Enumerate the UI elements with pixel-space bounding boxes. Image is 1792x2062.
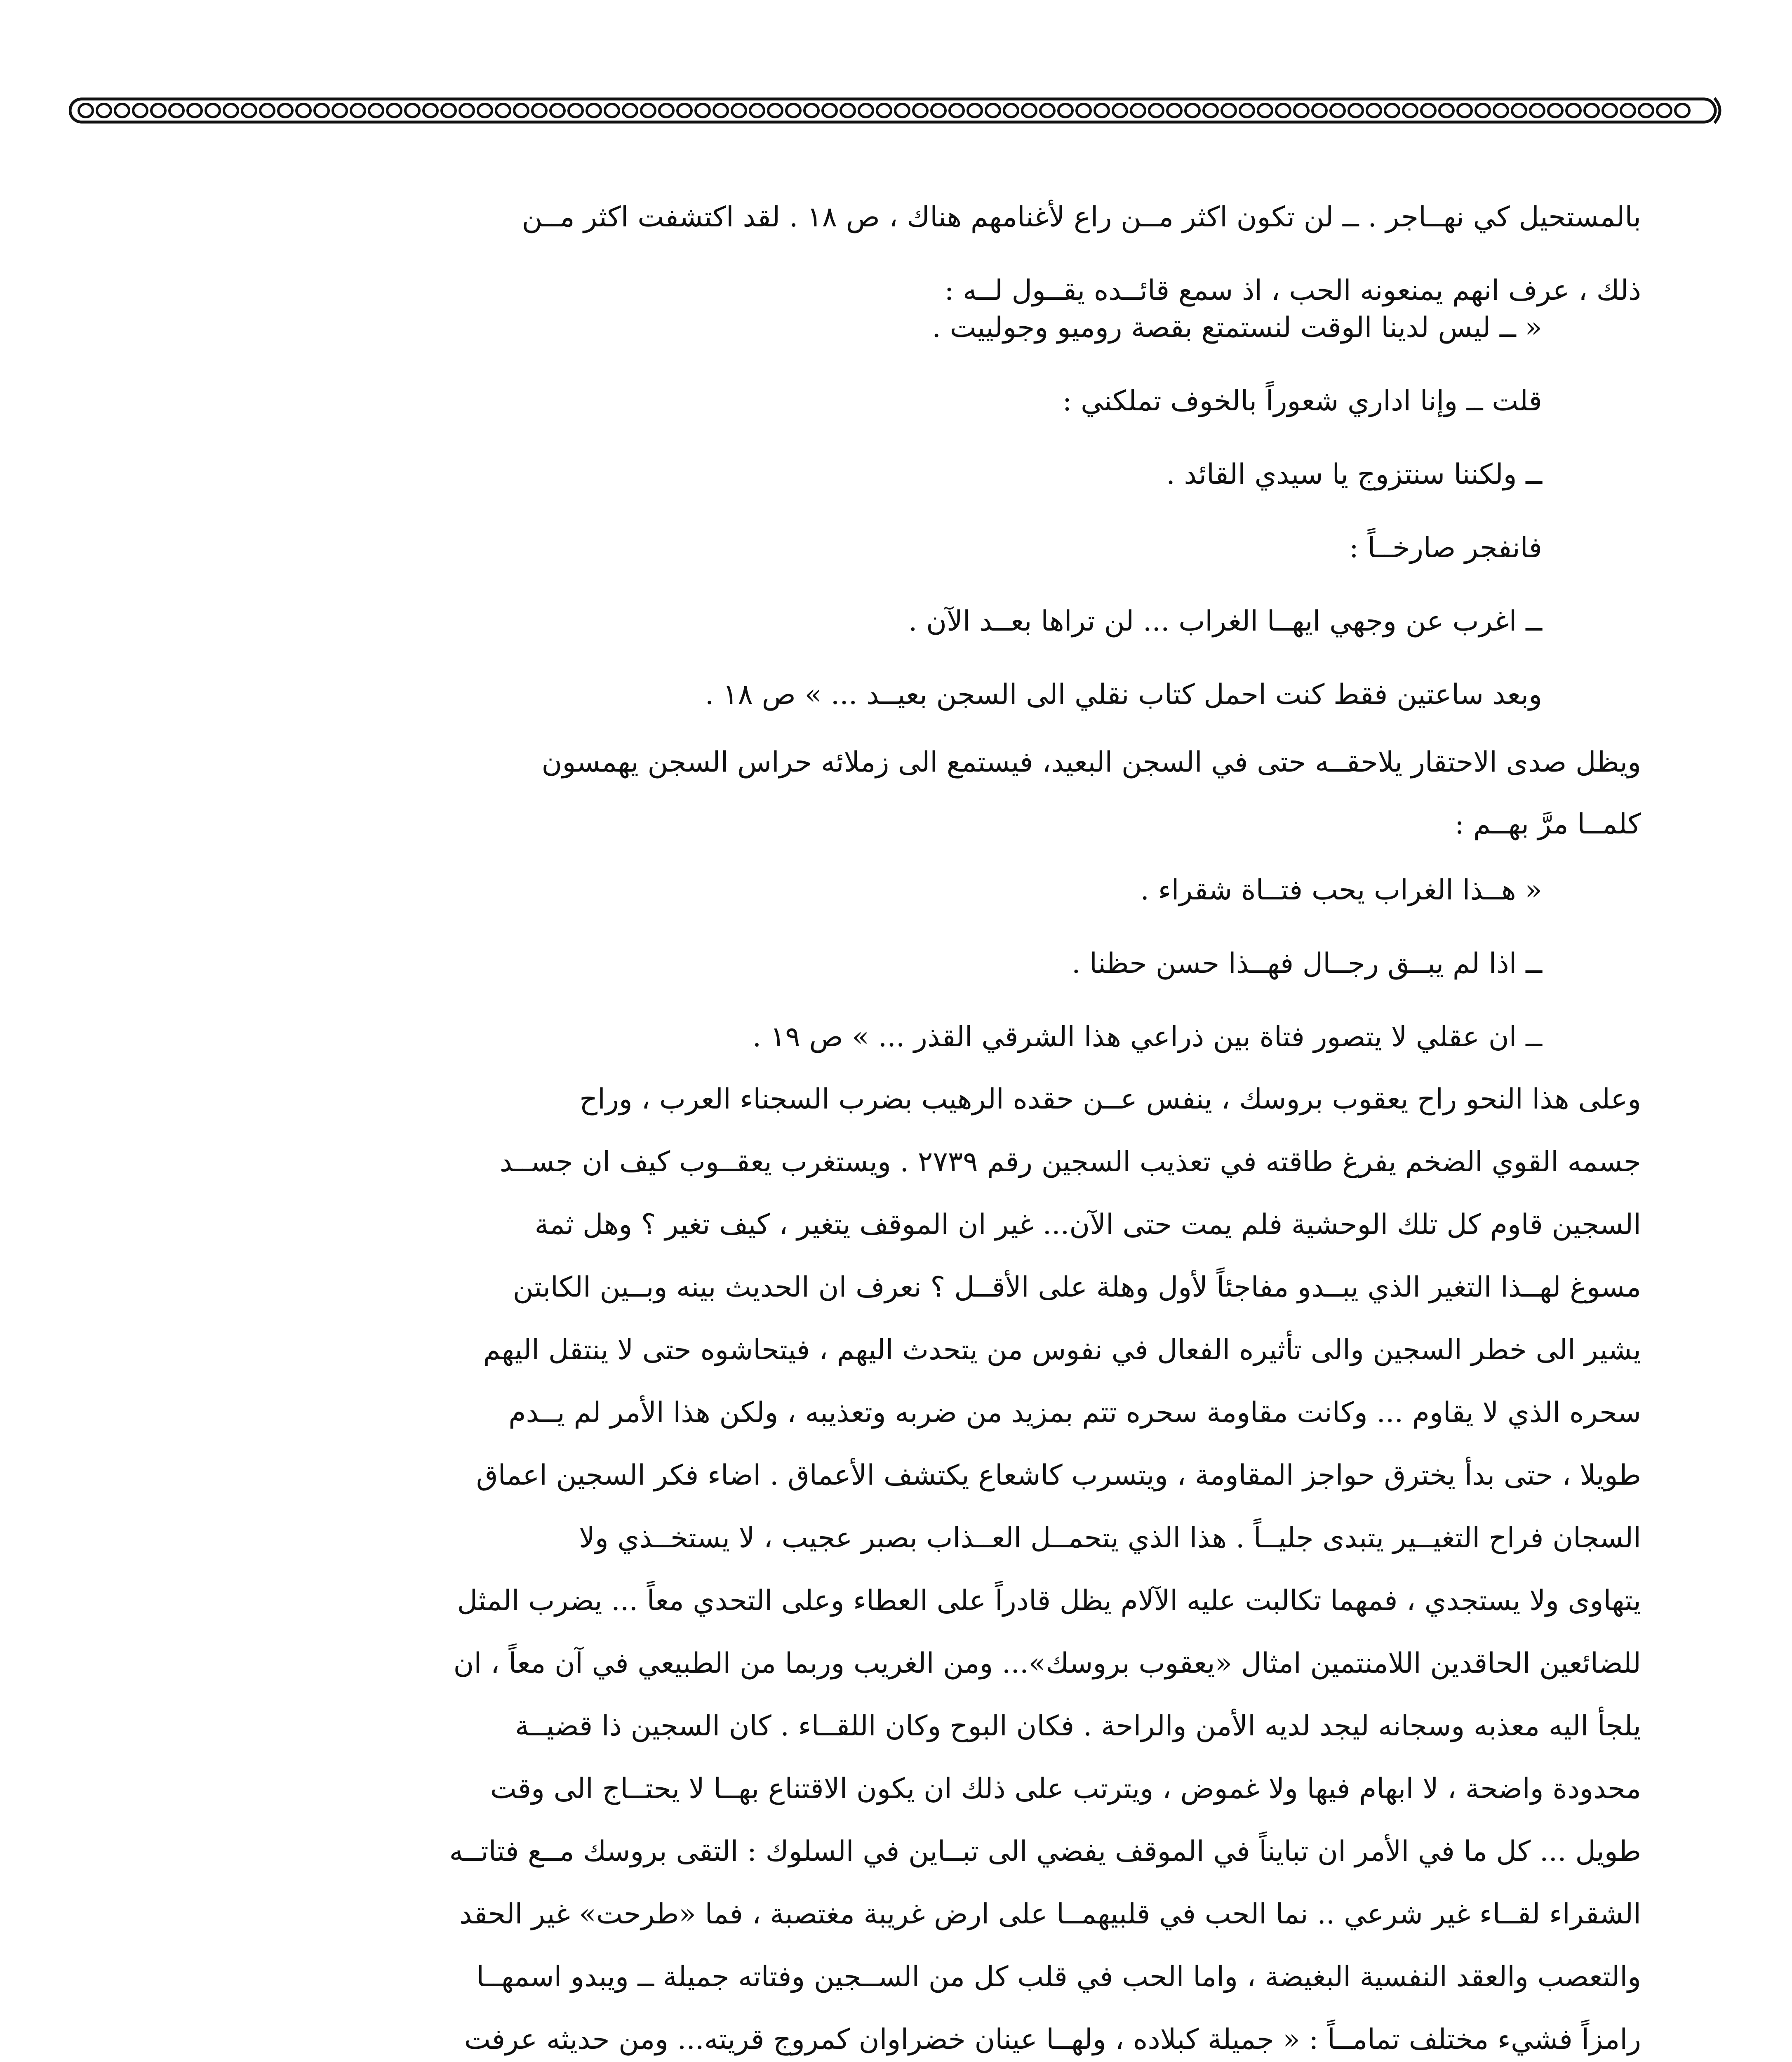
ornament-loop	[333, 104, 347, 117]
ornament-loop	[514, 104, 528, 117]
ornament-loop	[804, 104, 818, 117]
ornament-loop	[442, 104, 456, 117]
ornament-loop	[296, 104, 310, 117]
main-line: الشقراء لقــاء غير شرعي .. نما الحب في قلبيهمــا على ارض غريبة مغتصبة ، فما «طرحت» غير الحقد	[459, 1898, 1641, 1930]
ornament-loop	[369, 104, 383, 117]
bridge-line: كلمــا مرَّ بهــم :	[1455, 808, 1641, 840]
main-line: يشير الى خطر السجين والى تأثيره الفعال في نفوس من يتحدث اليهم ، فيتحاشوه حتى لا ينتقل اليهم	[483, 1334, 1641, 1366]
ornament-loop	[605, 104, 619, 117]
ornament-loop	[986, 104, 1000, 117]
main-line: رامزاً فشيء مختلف تمامــاً : « جميلة كبلاده ، ولهــا عينان خضراوان كمروج قريته... ومن حديثه عرفت	[464, 2023, 1641, 2056]
ornament-loop	[550, 104, 564, 117]
main-paragraph	[140, 1068, 1641, 2062]
ornament-loop	[278, 104, 292, 117]
ornament-loop	[351, 104, 365, 117]
dialogue-line: ــ ان عقلي لا يتصور فتاة بين ذراعي هذا الشرقي القذر ... » ص ١٩ .	[752, 1021, 1542, 1053]
ornament-loop	[151, 104, 165, 117]
dialogue-quote-2	[140, 854, 1641, 1074]
ornament-loop	[387, 104, 401, 117]
ornament-loop	[1603, 104, 1617, 117]
ornament-loop	[841, 104, 855, 117]
ornament-loop	[569, 104, 583, 117]
ornament-loop	[696, 104, 710, 117]
ornament-loop	[1149, 104, 1163, 117]
ornament-loop	[224, 104, 238, 117]
main-line: سحره الذي لا يقاوم ... وكانت مقاومة سحره تتم بمزيد من ضربه وتعذيبه ، ولكن هذا الأمر لم يــدم	[508, 1396, 1641, 1429]
ornament-loop	[1022, 104, 1036, 117]
ornament-loop	[823, 104, 837, 117]
main-line: للضائعين الحاقدين اللامنتمين امثال «يعقوب بروسك»... ومن الغريب وربما من الطبيعي في آن معاً ، ان	[453, 1647, 1641, 1680]
intro-line: بالمستحيل كي نهــاجر . ــ لن تكون اكثر مــن راع لأغنامهم هناك ، ص ١٨ . لقد اكتشفت اكثر مــن	[522, 201, 1641, 233]
ornament-loop	[206, 104, 220, 117]
ornament-loop	[133, 104, 147, 117]
dialogue-line: فانفجر صارخــاً :	[1349, 532, 1542, 564]
dialogue-line: « ــ ليس لدينا الوقت لنستمتع بقصة روميو وجولييت .	[932, 311, 1542, 344]
ornament-loop	[1312, 104, 1326, 117]
bridge-paragraph	[140, 732, 1641, 855]
main-line: يلجأ اليه معذبه وسجانه ليجد لديه الأمن والراحة . فكان البوح وكان اللقــاء . كان السجين ذا قضيــة	[515, 1710, 1641, 1742]
ornament-loop	[1222, 104, 1236, 117]
ornament-loop	[1058, 104, 1072, 117]
dialogue-line: قلت ــ وإنا اداري شعوراً بالخوف تملكني :	[1062, 385, 1542, 417]
dialogue-line: ــ ولكننا سنتزوج يا سيدي القائد .	[1166, 458, 1542, 491]
main-line: وعلى هذا النحو راح يعقوب بروسك ، ينفس عــن حقده الرهيب بضرب السجناء العرب ، وراح	[579, 1083, 1641, 1116]
ornament-loop	[1385, 104, 1399, 117]
ornament-loop	[496, 104, 510, 117]
ornament-loop	[623, 104, 637, 117]
ornament-loop	[1566, 104, 1580, 117]
ornament-loop	[1421, 104, 1435, 117]
main-line: محدودة واضحة ، لا ابهام فيها ولا غموض ، ويترتب على ذلك ان يكون الاقتناع بهــا لا يحتــاج الى وقت	[490, 1772, 1641, 1805]
dialogue-line: ــ اغرب عن وجهي ايهــا الغراب ... لن تراها بعــد الآن .	[908, 605, 1542, 638]
ornament-loop	[405, 104, 419, 117]
top-ornament-border	[69, 90, 1727, 131]
ornament-loop	[768, 104, 782, 117]
ornament-loop	[931, 104, 945, 117]
ornament-loop	[732, 104, 746, 117]
ornament-loop	[1095, 104, 1109, 117]
dialogue-quote-1	[140, 291, 1641, 732]
ornament-loop	[423, 104, 437, 117]
ornament-loop	[79, 104, 93, 117]
ornament-loop	[1494, 104, 1508, 117]
ornament-loop	[260, 104, 274, 117]
main-line: يتهاوى ولا يستجدي ، فمهما تكالبت عليه الآلام يظل قادراً على العطاء وعلى التحدي معاً ... يضرب المثل	[457, 1584, 1641, 1617]
ornament-loop	[859, 104, 873, 117]
ornament-loop	[1004, 104, 1018, 117]
ornament-loop	[1077, 104, 1091, 117]
ornament-loop	[188, 104, 202, 117]
ornament-loop	[1675, 104, 1689, 117]
ornament-loop	[169, 104, 183, 117]
ornament-loop	[1040, 104, 1054, 117]
ornament-loop	[532, 104, 546, 117]
ornament-loop	[677, 104, 691, 117]
ornament-loop	[714, 104, 728, 117]
dialogue-line: ــ اذا لم يبــق رجــال فهــذا حسن حظنا .	[1071, 947, 1542, 980]
ornament-loop	[97, 104, 111, 117]
main-line: جسمه القوي الضخم يفرغ طاقته في تعذيب السجين رقم ٢٧٣٩ . ويستغرب يعقــوب كيف ان جســد	[499, 1146, 1641, 1178]
intro-line: ذلك ، عرف انهم يمنعونه الحب ، اذ سمع قائــده يقــول لــه :	[944, 274, 1641, 307]
ornament-loop	[1185, 104, 1199, 117]
ornament-loop	[1240, 104, 1254, 117]
bridge-line: ويظل صدى الاحتقار يلاحقــه حتى في السجن البعيد، فيستمع الى زملائه حراس السجن يهمسون	[541, 746, 1641, 779]
ornament-loop	[659, 104, 673, 117]
main-line: السجان فراح التغيــير يتبدى جليــاً . هذا الذي يتحمــل العــذاب بصبر عجيب ، لا يستخــذي ولا	[579, 1522, 1641, 1554]
ornament-loop	[1657, 104, 1671, 117]
ornament-loop	[1458, 104, 1472, 117]
dialogue-line: « هــذا الغراب يحب فتــاة شقراء .	[1140, 874, 1542, 906]
ornament-loop	[913, 104, 927, 117]
main-line: طويل ... كل ما في الأمر ان تبايناً في الموقف يفضي الى تبــاين في السلوك : التقى بروسك مــع فتاتــه	[449, 1835, 1641, 1868]
ornament-loop	[1131, 104, 1145, 117]
ornament-loop	[1294, 104, 1308, 117]
ornament-loop	[1403, 104, 1417, 117]
ornament-loop	[1548, 104, 1562, 117]
ornament-loop	[478, 104, 492, 117]
ornament-loop	[786, 104, 800, 117]
ornament-loop	[1621, 104, 1635, 117]
ornament-loop	[242, 104, 256, 117]
ornament-loop	[1113, 104, 1127, 117]
ornament-loop	[315, 104, 329, 117]
ornament-loop	[877, 104, 891, 117]
ornament-loop	[1167, 104, 1181, 117]
ornament-loop	[750, 104, 764, 117]
ornament-loop	[1512, 104, 1526, 117]
ornament-loop	[1367, 104, 1381, 117]
ornament-loop	[1349, 104, 1363, 117]
ornament-loop	[641, 104, 655, 117]
ornament-loop	[1258, 104, 1272, 117]
ornament-loop	[587, 104, 601, 117]
ornament-loop	[115, 104, 129, 117]
ornament-loop	[1276, 104, 1290, 117]
ornament-loop	[1530, 104, 1544, 117]
main-line: مسوغ لهــذا التغير الذي يبــدو مفاجئاً لأول وهلة على الأقــل ؟ نعرف ان الحديث بينه وبــين الكابتن	[513, 1271, 1641, 1304]
ornament-loop	[1476, 104, 1490, 117]
ornament-loop	[968, 104, 982, 117]
ornament-loop	[1585, 104, 1599, 117]
ornament-loop	[1639, 104, 1653, 117]
ornament-loop	[950, 104, 964, 117]
main-line: والتعصب والعقد النفسية البغيضة ، واما الحب في قلب كل من الســجين وفتاته جميلة ــ ويبدو اسمهــا	[476, 1961, 1641, 1993]
dialogue-line: وبعد ساعتين فقط كنت احمل كتاب نقلي الى السجن بعيــد ... » ص ١٨ .	[705, 678, 1542, 711]
main-line: طويلا ، حتى بدأ يخترق حواجز المقاومة ، ويتسرب كاشعاع يكتشف الأعماق . اضاء فكر السجين اعماق	[476, 1459, 1641, 1492]
ornament-loop	[1331, 104, 1345, 117]
ornament-loop	[1439, 104, 1453, 117]
ornament-loop	[1204, 104, 1218, 117]
ornament-loop	[895, 104, 909, 117]
ornament-loop	[460, 104, 474, 117]
main-line: السجين قاوم كل تلك الوحشية فلم يمت حتى الآن... غير ان الموقف يتغير ، كيف تغير ؟ وهل ثمة	[534, 1208, 1641, 1241]
